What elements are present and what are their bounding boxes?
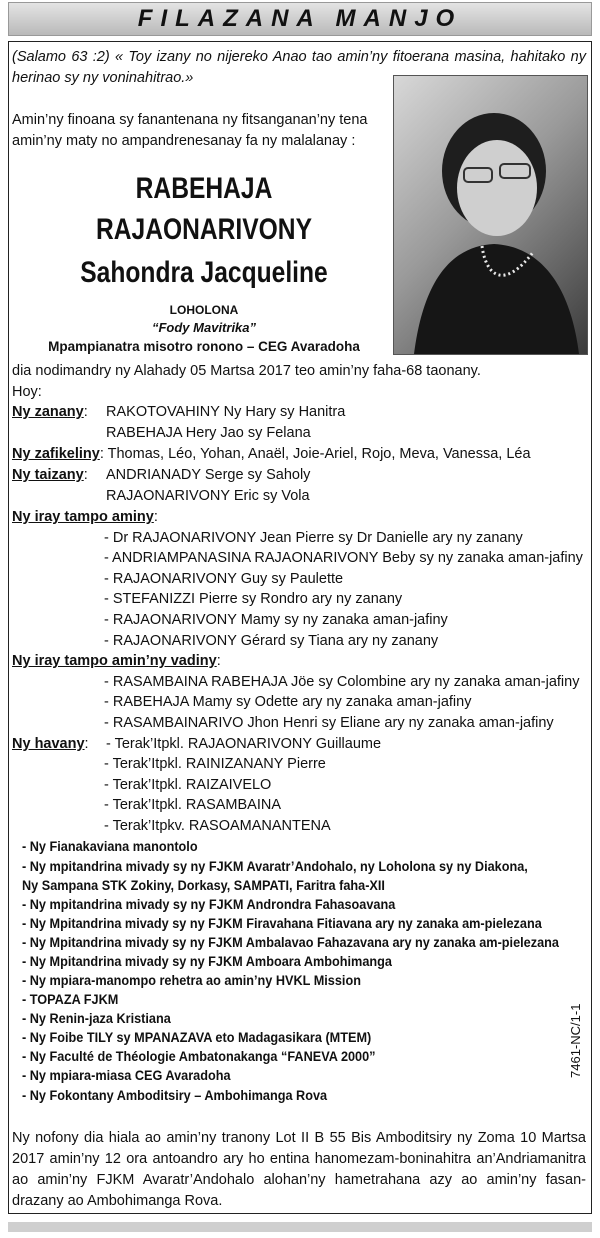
tampo-aminy-item: - ANDRIAMPANASINA RAJAONARIVONY Beby sy ny zanaka aman-jafiny xyxy=(104,550,583,566)
zanany-label: Ny zanany xyxy=(12,404,84,420)
organization-item: - Ny mpitandrina mivady sy ny FJKM Androndra Fahasoavana xyxy=(22,897,396,912)
tampo-aminy-item: - STEFANIZZI Pierre sy Rondro ary ny zanany xyxy=(104,591,403,607)
tampo-aminy-item: - RAJAONARIVONY Gérard sy Tiana ary ny zanany xyxy=(104,633,439,649)
hoy-label: Hoy: xyxy=(12,384,42,400)
organization-item: - Ny mpitandrina mivady sy ny FJKM Avaratr’Andohalo, ny Loholona sy ny Diakona, xyxy=(22,859,528,874)
intro-line-2: amin’ny maty no ampandrenesanay fa ny malalanay : xyxy=(12,133,356,149)
tampo-vadiny-item: - RASAMBAINARIVO Jhon Henri sy Eliane ary ny zanaka aman-jafiny xyxy=(104,715,554,731)
organization-item: - Ny Fianakaviana manontolo xyxy=(22,839,198,854)
havany-item: - Terak’Itpkl. RASAMBAINA xyxy=(104,797,282,813)
zanany-row: Ny zanany: xyxy=(12,404,88,420)
intro-line-1: Amin’ny finoana sy fanantenana ny fitsanganan’ny tena xyxy=(12,112,368,128)
deceased-role: LOHOLONA xyxy=(169,303,239,317)
organization-item: - TOPAZA FJKM xyxy=(22,992,119,1007)
portrait-icon xyxy=(394,76,587,354)
havany-item: - Terak’Itpkl. RAJAONARIVONY Guillaume xyxy=(106,736,382,752)
tampo-vadiny-item: - RABEHAJA Mamy sy Odette ary ny zanaka aman-jafiny xyxy=(104,694,472,710)
organization-item: - Ny mpiara-miasa CEG Avaradoha xyxy=(22,1068,231,1083)
tampo-vadiny-label: Ny iray tampo amin’ny vadiny xyxy=(12,653,217,669)
organization-item: - Ny Mpitandrina mivady sy ny FJKM Firavahana Fitiavana ary ny zanaka am-pielezana xyxy=(22,916,542,931)
deceased-name-line-2: RAJAONARIVONY xyxy=(96,213,312,246)
deceased-nickname: “Fody Mavitrika” xyxy=(151,320,257,335)
taizany-label: Ny taizany xyxy=(12,467,84,483)
organization-item: - Ny Mpitandrina mivady sy ny FJKM Amboara Ambohimanga xyxy=(22,954,392,969)
footer-bar xyxy=(8,1222,592,1232)
organization-item: - Ny Faculté de Théologie Ambatonakanga “FANEVA 2000” xyxy=(22,1049,376,1064)
page-title: FILAZANA MANJO xyxy=(137,5,463,32)
organization-item: - Ny Renin-jaza Kristiana xyxy=(22,1011,171,1026)
tampo-aminy-label: Ny iray tampo aminy xyxy=(12,509,154,525)
havany-item: - Terak’Itpkl. RAINIZANANY Pierre xyxy=(104,756,326,772)
tampo-aminy-item: - Dr RAJAONARIVONY Jean Pierre sy Dr Danielle ary ny zanany xyxy=(104,530,523,546)
zanany-item: RAKOTOVAHINY Ny Hary sy Hanitra xyxy=(106,404,346,420)
tampo-vadiny-item: - RASAMBAINA RABEHAJA Jöe sy Colombine ary ny zanaka aman-jafiny xyxy=(104,674,580,690)
organization-item: Ny Sampana STK Zokiny, Dorkasy, SAMPATI, Faritra faha-XII xyxy=(22,878,385,893)
page-header xyxy=(8,2,592,36)
taizany-row: Ny taizany: xyxy=(12,467,88,483)
tampo-aminy-item: - RAJAONARIVONY Mamy sy ny zanaka aman-jafiny xyxy=(104,612,448,628)
reference-code: 7461-NC/1-1 xyxy=(568,1003,583,1078)
havany-label: Ny havany xyxy=(12,736,85,752)
zafikeliny-label: Ny zafikeliny xyxy=(12,446,100,462)
organization-item: - Ny Foibe TILY sy MPANAZAVA eto Madagasikara (MTEM) xyxy=(22,1030,372,1045)
closing-paragraph: Ny nofony dia hiala ao amin’ny tranony Lot II B 55 Bis Amboditsiry ny Zoma 10 Martsa 2017 amin’ny 12 ora antoandro ary ho entina hanomezam-boninahitra an’Andriamanitra ao amin’ny FJKM Avaratr’Andohalo alohan’ny hametrahana azy ao amin’ny fasan-drazany ao Ambohimanga Rova. xyxy=(12,1130,586,1209)
taizany-item: RAJAONARIVONY Eric sy Vola xyxy=(106,488,310,504)
tampo-vadiny-row: Ny iray tampo amin’ny vadiny: xyxy=(12,653,221,669)
death-statement: dia nodimandry ny Alahady 05 Martsa 2017 teo amin’ny faha-68 taonany. xyxy=(12,363,481,379)
tampo-aminy-row: Ny iray tampo aminy: xyxy=(12,509,158,525)
zafikeliny-row: Ny zafikeliny: Thomas, Léo, Yohan, Anaël, Joie-Ariel, Rojo, Meva, Vanessa, Léa xyxy=(12,446,531,462)
zafikeliny-names: Thomas, Léo, Yohan, Anaël, Joie-Ariel, Rojo, Meva, Vanessa, Léa xyxy=(107,446,531,462)
organization-item: - Ny Mpitandrina mivady sy ny FJKM Ambalavao Fahazavana ary ny zanaka am-pielezana xyxy=(22,935,559,950)
havany-row: Ny havany: xyxy=(12,736,89,752)
organization-item: - Ny mpiara-manompo rehetra ao amin’ny HVKL Mission xyxy=(22,973,361,988)
havany-item: - Terak’Itpkl. RAIZAIVELO xyxy=(104,777,272,793)
deceased-name-line-1: RABEHAJA xyxy=(135,172,273,205)
portrait-photo xyxy=(393,75,588,355)
organization-item: - Ny Fokontany Amboditsiry – Ambohimanga Rova xyxy=(22,1088,328,1103)
deceased-name-line-3: Sahondra Jacqueline xyxy=(80,256,328,289)
bible-verse: (Salamo 63 :2) « Toy izany no nijereko Anao tao amin’ny fitoerana masina, hahitako ny herinao sy ny voninahitrao.» xyxy=(12,49,586,86)
zanany-item: RABEHAJA Hery Jao sy Felana xyxy=(106,425,311,441)
tampo-aminy-item: - RAJAONARIVONY Guy sy Paulette xyxy=(104,571,344,587)
havany-item: - Terak’Itpkv. RASOAMANANTENA xyxy=(104,818,331,834)
deceased-profession: Mpampianatra misotro ronono – CEG Avaradoha xyxy=(48,339,360,354)
taizany-item: ANDRIANADY Serge sy Saholy xyxy=(106,467,311,483)
